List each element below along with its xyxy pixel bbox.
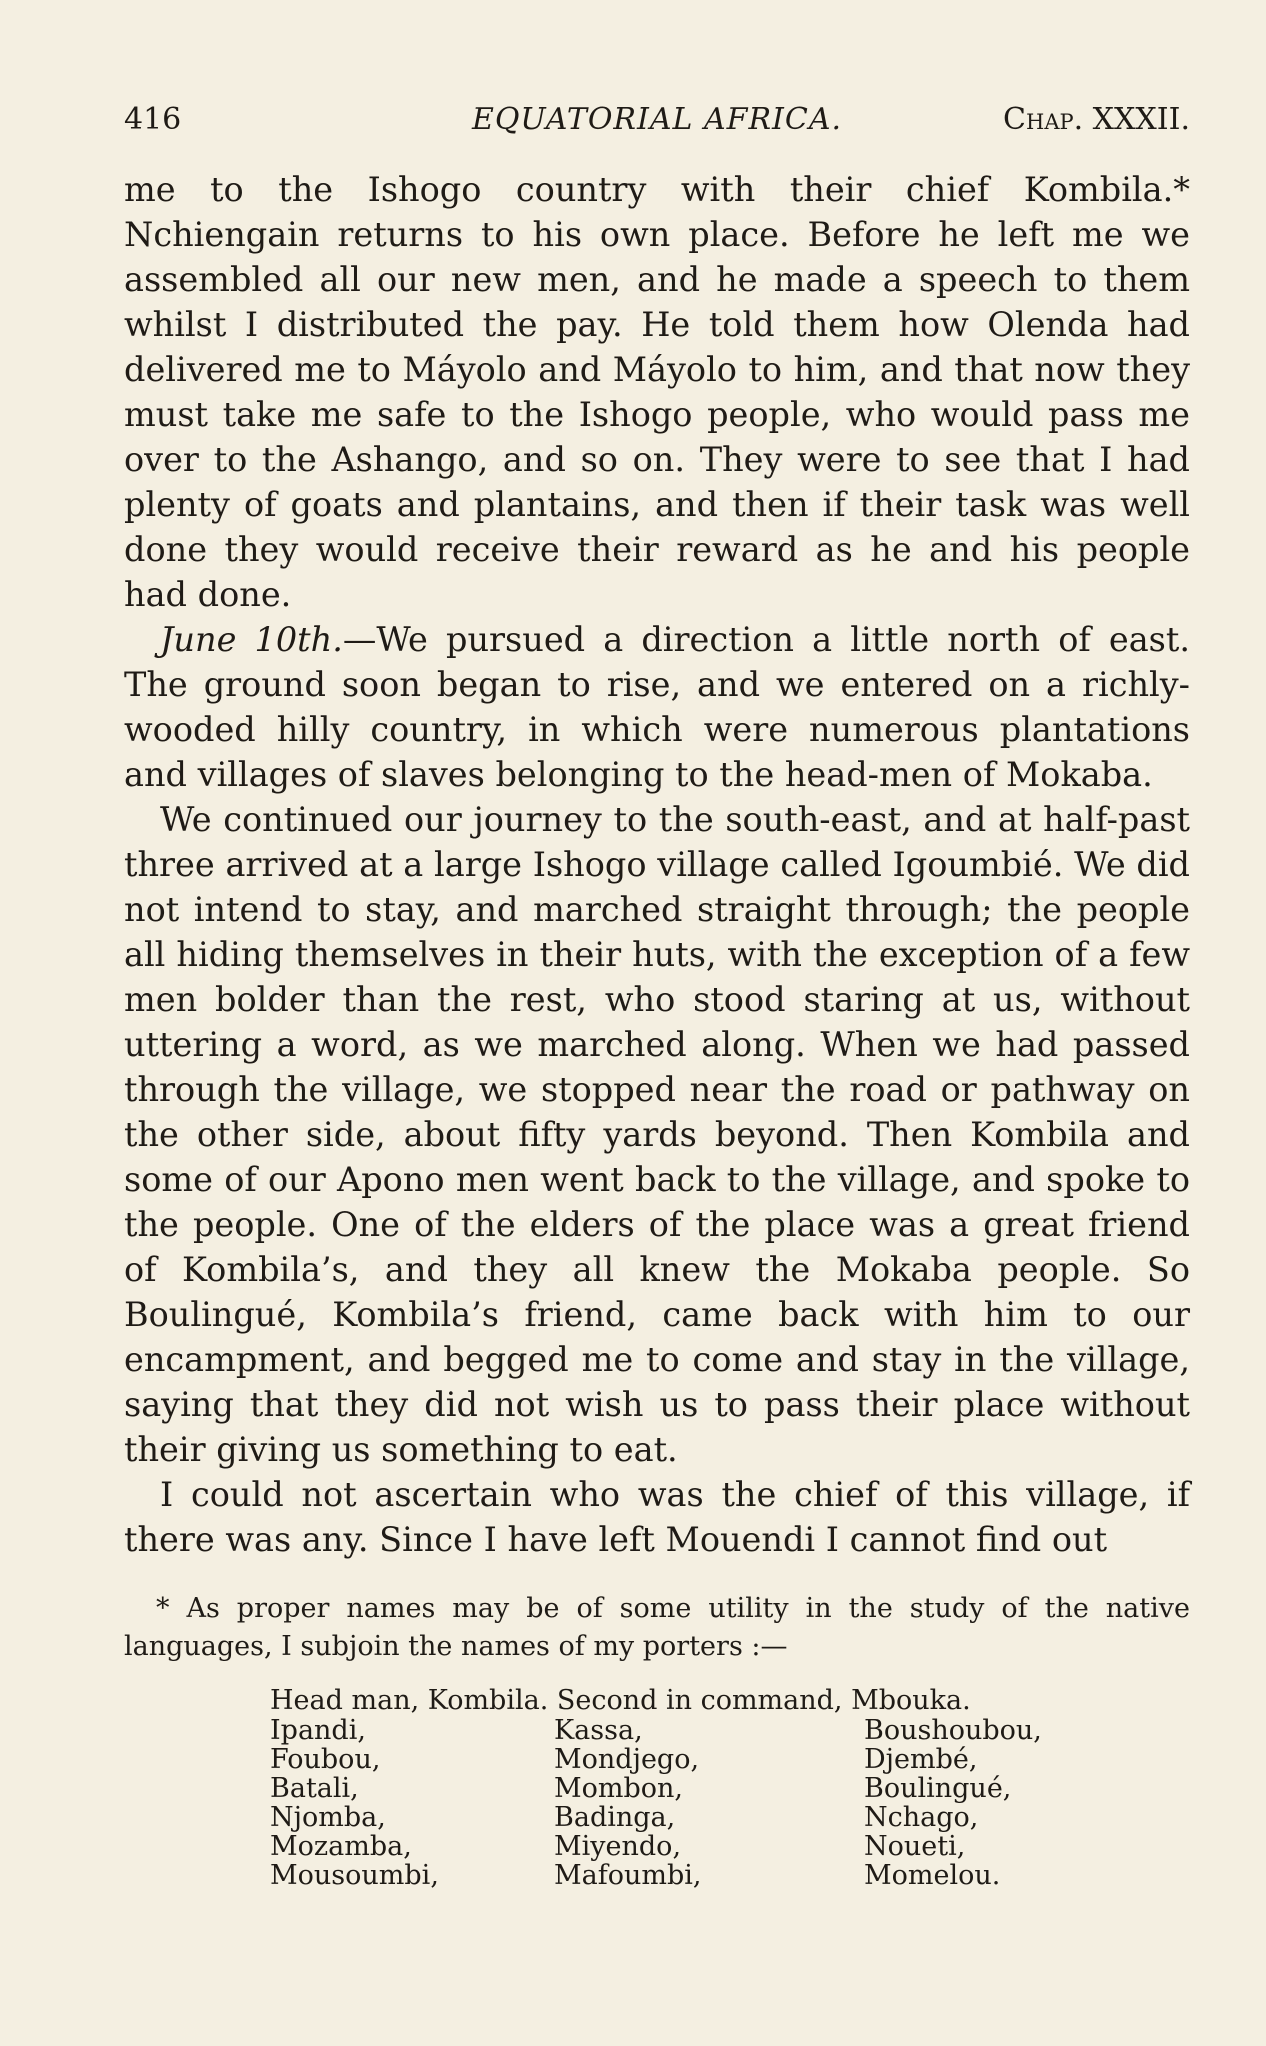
porter-name: Miyendo, [554, 1831, 682, 1862]
porters-column-3 [864, 1716, 1060, 1890]
footnote [124, 1590, 1190, 1890]
paragraph-4: I could not ascertain who was the chief of this village, if there was any. Since I have left Mouendi I cannot find out [124, 1475, 1190, 1559]
paragraph-3: We continued our journey to the south-east, and at half-past three arrived at a large Ishogo village called Igoumbié. We did not intend to stay, and marched straight through; the people all hiding themselves in their huts, with the exception of a few men bolder than the rest, who stood staring at us, without uttering a word, as we marched along. When we had passed through the village, we stopped near the road or pathway on the other side, about fifty yards beyond. Then Kombila and some of our Apono men went back to the village, and spoke to the people. One of the elders of the place was a great friend of Kombila’s, and they all knew the Mokaba people. So Boulingué, Kombila’s friend, came back with him to our encampment, and begged me to come and stay in the village, saying that they did not wish us to pass their place without their giving us something to eat. [124, 800, 1190, 1469]
porter-name: Foubou, [270, 1744, 381, 1775]
porter-name: Boushoubou, [864, 1715, 1042, 1746]
body-text [124, 167, 1190, 1562]
porter-name: Momelou. [864, 1860, 1001, 1891]
porter-name: Mousoumbi, [270, 1860, 439, 1891]
porter-name: Badinga, [554, 1802, 676, 1833]
footnote-note: * As proper names may be of some utility in the study of the native languages, I subjoin the names of my porters :— [124, 1593, 1190, 1662]
porter-name: Ipandi, [270, 1715, 366, 1746]
porter-name: Kassa, [554, 1715, 643, 1746]
porter-name: Noueti, [864, 1831, 966, 1862]
porter-name: Boulingué, [864, 1773, 1012, 1804]
porters-columns [270, 1716, 1060, 1890]
porters-column-2 [554, 1716, 864, 1890]
porters-list [270, 1686, 1060, 1890]
porter-name: Mondjego, [554, 1744, 700, 1775]
paragraph-2 [124, 617, 1190, 797]
porters-column-1 [270, 1716, 554, 1890]
chapter-label: Chap. XXXII. [1003, 102, 1190, 137]
date-lead: June 10th. [160, 620, 343, 659]
porter-name: Njomba, [270, 1802, 386, 1833]
porter-name: Nchago, [864, 1802, 979, 1833]
porter-name: Batali, [270, 1773, 359, 1804]
porter-name: Djembé, [864, 1744, 978, 1775]
paragraph-1: me to the Ishogo country with their chief Kombila.* Nchiengain returns to his own place. Before he left me we assembled all our new men, and he made a speech to them whilst I distributed the pay. He told them how Olenda had delivered me to Máyolo and Máyolo to him, and that now they must take me safe to the Ishogo people, who would pass me over to the Ashango, and so on. They were to see that I had plenty of goats and plantains, and then if their task was well done they would receive their reward as he and his people had done. [124, 170, 1190, 614]
porter-name: Mozamba, [270, 1831, 412, 1862]
porter-name: Mombon, [554, 1773, 684, 1804]
running-head [124, 98, 1190, 142]
running-title: EQUATORIAL AFRICA. [471, 102, 843, 137]
page-number: 416 [124, 102, 182, 137]
porters-heading: Head man, Kombila. Second in command, Mbouka. [270, 1685, 971, 1716]
porter-name: Mafoumbi, [554, 1860, 702, 1891]
paragraph-2-text: —We pursued a direction a little north of east. The ground soon began to rise, and we entered on a richly-wooded hilly country, in which were numerous plantations and villages of slaves belonging to the head-men of Mokaba. [124, 620, 1190, 794]
